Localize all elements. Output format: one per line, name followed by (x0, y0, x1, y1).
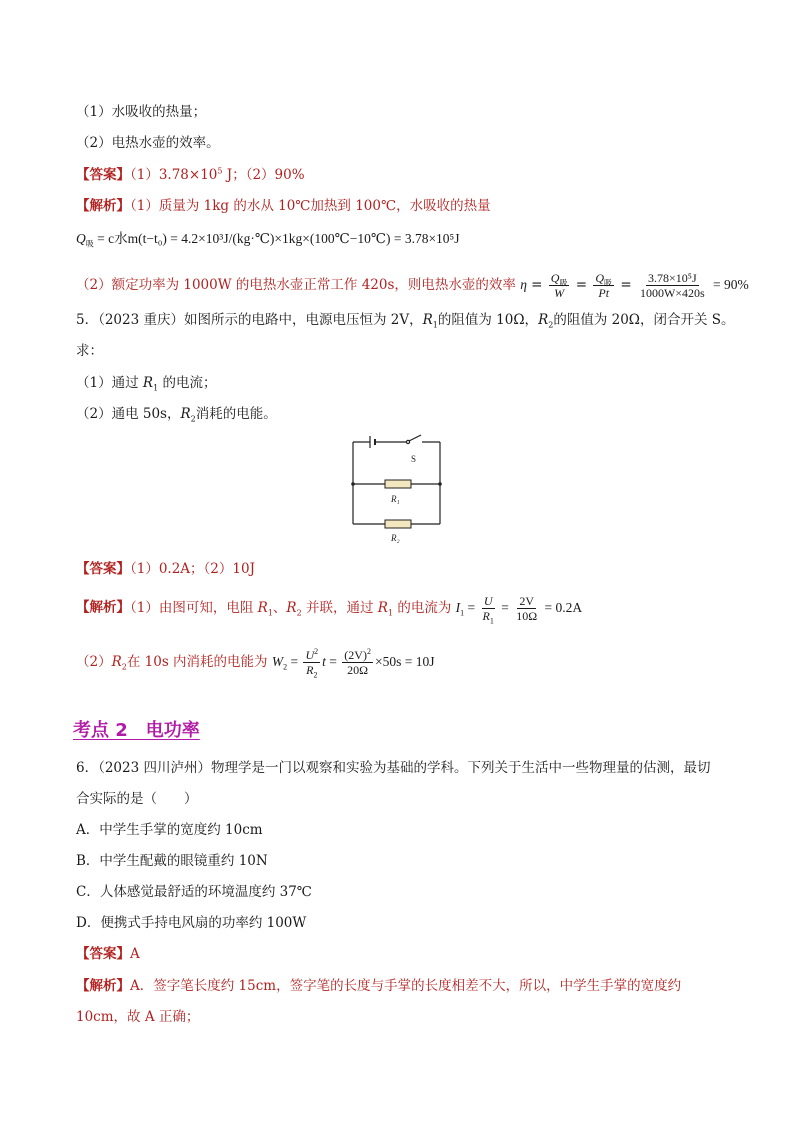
q6-stem: 6．（2023 四川泸州）物理学是一门以观察和实验为基础的学科。下列关于生活中一些物理量的估测，最切 (76, 760, 711, 776)
q6-option-c: C．人体感觉最舒适的环境温度约 37℃ (76, 884, 312, 900)
q4-answer (76, 166, 305, 184)
q4-formula1: $Q_吸 = c$水m(t−t₀) = 4.2×10³J/(kg·℃)×1kg×(100℃−10℃) = 3.78×10⁵J (76, 231, 460, 249)
q6-analysis1: 【解析】A．签字笔长度约 15cm，签字笔的长度与手掌的长度相差不大，所以，中学生手掌的宽度约 (76, 978, 682, 994)
q4-part1: （1）水吸收的热量； (76, 104, 207, 120)
q6-analysis2: 10cm，故 A 正确； (76, 1009, 200, 1025)
q5-part1: （1）通过 $R_1$ 的电流； (76, 375, 217, 393)
q4-analysis2: （2）额定功率为 1000W 的电热水壶正常工作 420s，则电热水壶的效率 η = $\frac{Q_吸}{W}$ = $\frac{Q_吸}{Pt}$ = $\frac{\text{3.78×10⁵J}}{1000W\times 420s}$ = 90% (76, 271, 749, 300)
q6-answer: 【答案】A (76, 946, 140, 962)
q5-stem-cont: 求： (76, 343, 103, 359)
q6-option-b: B．中学生配戴的眼镜重约 10N (76, 853, 268, 869)
q5-part2: （2）通电 50s，$R_2$消耗的电能。 (76, 406, 277, 424)
q5-analysis1: 【解析】（1）由图可知，电阻 $R_1$、$R_2$ 并联，通过 $R_1$ 的电流为 $I_1$ = $\frac{U}{R_1}$ = $\frac{2V}{10\Omega}$ = 0.2A (76, 594, 583, 626)
q6-option-d: D．便携式手持电风扇的功率约 100W (76, 915, 307, 931)
q5-analysis2: $(2)R_2$在 10s 内消耗的电能为 $W_2$ = $\frac{U^2}{R_2}$ t = $\frac{(2V)^2}{20\Omega}$ ×50s = 10J (76, 647, 435, 680)
q5-stem: 5．（2023 重庆）如图所示的电路中，电源电压恒为 2V，$R_1$的阻值为 10Ω，$R_2$的阻值为 20Ω，闭合开关 S。 (76, 312, 735, 330)
answer-text: $(1)3.78\times 10^5$ J；（2）90% (130, 166, 305, 183)
q4-part2: （2）电热水壶的效率。 (76, 135, 220, 151)
analysis-tag: 【解析】 (76, 198, 130, 214)
resistor-r2 (385, 520, 411, 528)
r2-label: R₂ (391, 533, 400, 543)
q4-analysis1: 【解析】（1）质量为 1kg 的水从 10℃加热到 100℃，水吸收的热量 (76, 198, 491, 214)
switch-blade (409, 435, 421, 441)
r1-label: R₁ (391, 494, 400, 504)
section-heading: 考点 2 电功率 (73, 720, 200, 741)
circuit-diagram (348, 432, 448, 550)
q5-answer: 【答案】（1）0.2A；（2）10J (76, 561, 255, 577)
switch-label: S (411, 454, 417, 464)
answer-tag: 【答案】 (76, 167, 130, 183)
q6-option-a: A．中学生手掌的宽度约 10cm (76, 822, 263, 838)
resistor-r1 (385, 480, 411, 488)
q6-stem-cont: 合实际的是（ ） (76, 791, 198, 807)
efficiency-fraction: $\frac{\text{3.78×10⁵J}}{1000W\times 420s}$ (639, 271, 705, 300)
